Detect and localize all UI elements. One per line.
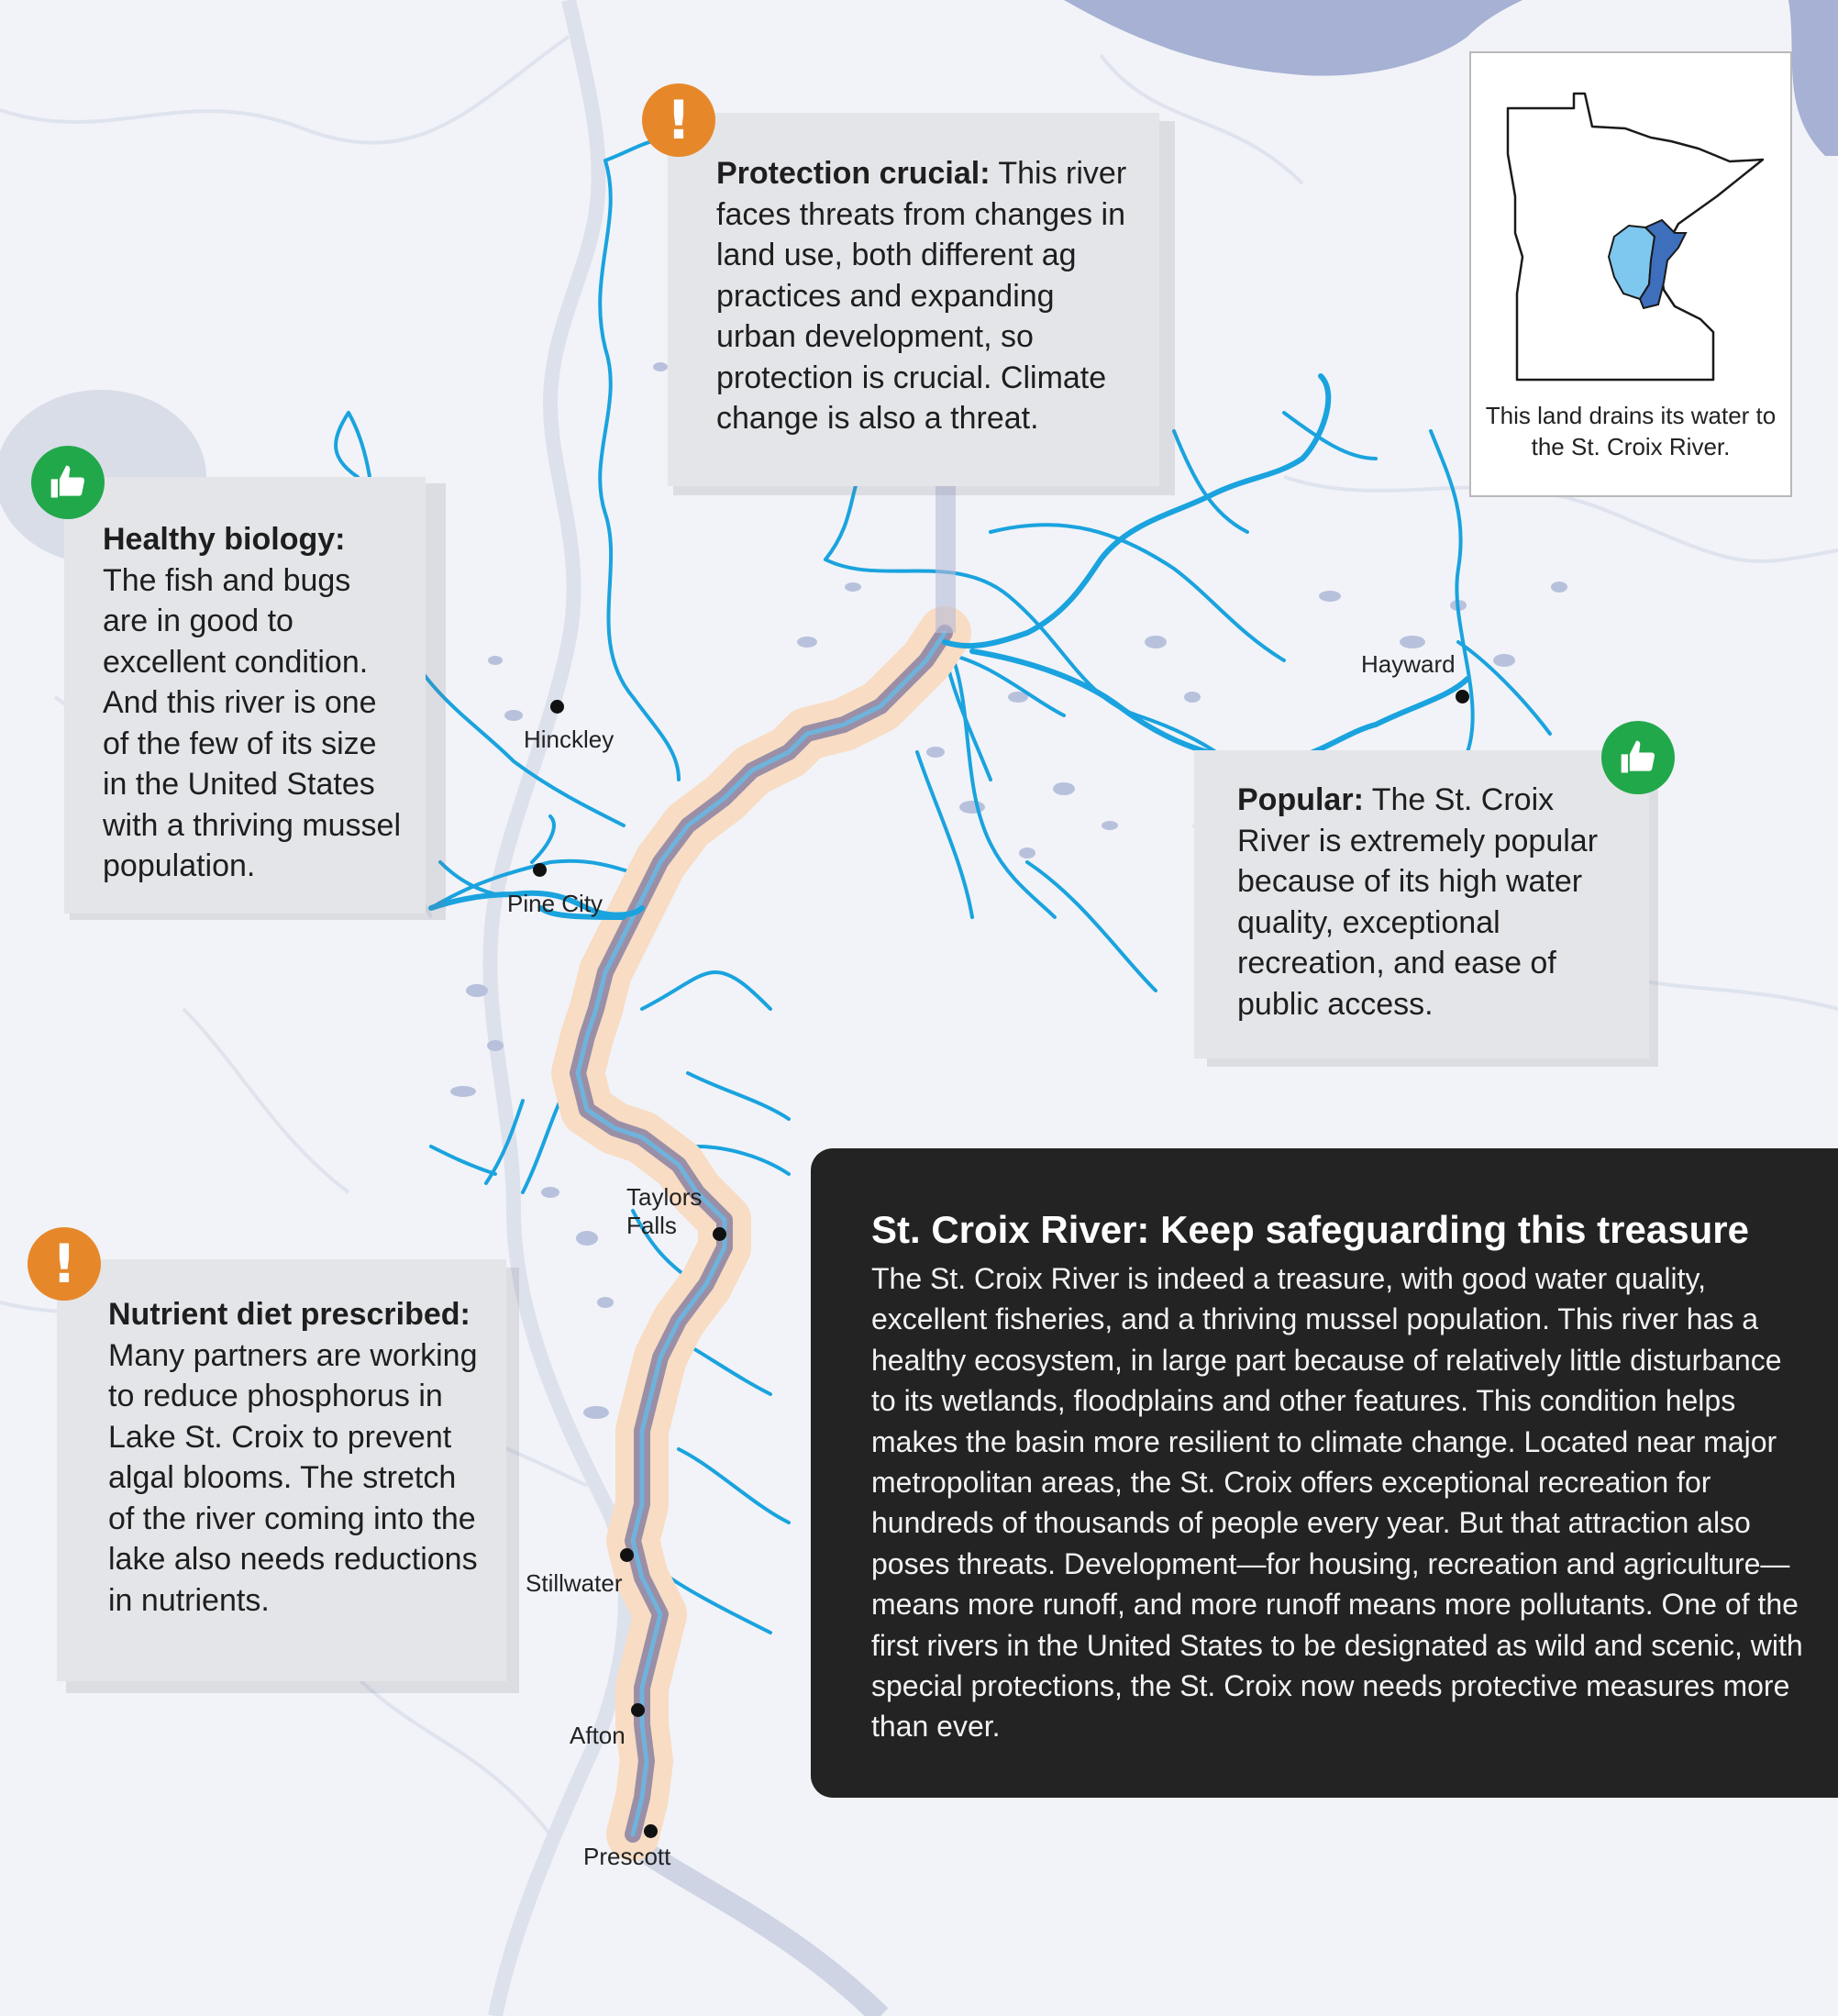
inset-caption: This land drains its water to the St. Croix River. <box>1485 402 1777 460</box>
city-dot-pine-city <box>533 863 547 877</box>
city-label-pine-city: Pine City <box>507 890 603 917</box>
city-label-taylors-falls: Taylors Falls <box>626 1183 703 1239</box>
city-dot-taylors-falls <box>713 1227 726 1241</box>
city-label-afton: Afton <box>570 1722 626 1749</box>
popular-heading: Popular: <box>1237 782 1364 817</box>
city-label-stillwater: Stillwater <box>526 1569 623 1597</box>
biology-card <box>64 477 426 914</box>
inset-map <box>1469 51 1792 497</box>
city-dot-hinckley <box>550 700 564 714</box>
summary-body: The St. Croix River is indeed a treasure, with good water quality, excellent fisheries, and a thriving mussel population. This river has a healthy ecosystem, in large part because of relatively little disturbance to its wetlands, floodplains and other features. This condition helps makes the basin more resilient to climate change. Located near major metropolitan areas, the St. Croix offers exceptional recreation for hundreds of thousands of people every year. But that attraction also poses threats. Development—for housing, recreation and agriculture—means more runoff, and more runoff means more pollutants. One of the first rivers in the United States to be designated as wild and scenic, with special protections, the St. Croix now needs protective measures more than ever. <box>871 1262 1803 1744</box>
city-label-hayward: Hayward <box>1361 650 1456 678</box>
biology-body: The fish and bugs are in good to excellent condition. And this river is one of the few of its size in the United States with a thriving mussel population. <box>103 562 402 883</box>
minnesota-outline <box>1471 53 1790 393</box>
popular-body: The St. Croix River is extremely popular because of its high water quality, exceptional recreation, and ease of public access. <box>1237 782 1599 1022</box>
protection-card <box>668 113 1159 486</box>
thumbs-up-glyph <box>1618 737 1658 778</box>
biology-heading: Healthy biology: <box>103 522 346 557</box>
summary-title: St. Croix River: Keep safeguarding this treasure <box>871 1208 1749 1251</box>
summary-panel <box>811 1148 1838 1798</box>
nutrient-body: Many partners are working to reduce phosphorus in Lake St. Croix to prevent algal blooms. The stretch of the river coming into the lake also needs reductions in nutrients. <box>108 1337 478 1618</box>
warning-icon: ! <box>642 83 715 157</box>
thumbs-up-icon <box>31 446 105 519</box>
protection-body: This river faces threats from changes in land use, both different ag practices and expanding urban development, so protection is crucial. Climate change is also a threat. <box>716 156 1127 436</box>
city-dot-afton <box>631 1703 645 1717</box>
thumbs-up-glyph <box>48 462 88 503</box>
city-label-hinckley: Hinckley <box>524 726 615 753</box>
popular-card <box>1194 750 1649 1058</box>
city-dot-stillwater <box>620 1548 634 1562</box>
thumbs-up-icon <box>1601 721 1675 794</box>
nutrient-heading: Nutrient diet prescribed: <box>108 1297 471 1332</box>
city-label-prescott: Prescott <box>583 1843 671 1870</box>
warning-icon: ! <box>28 1227 101 1301</box>
nutrient-card <box>57 1259 506 1681</box>
protection-heading: Protection crucial: <box>716 156 991 191</box>
city-dot-hayward <box>1456 690 1469 703</box>
city-dot-prescott <box>644 1824 658 1838</box>
